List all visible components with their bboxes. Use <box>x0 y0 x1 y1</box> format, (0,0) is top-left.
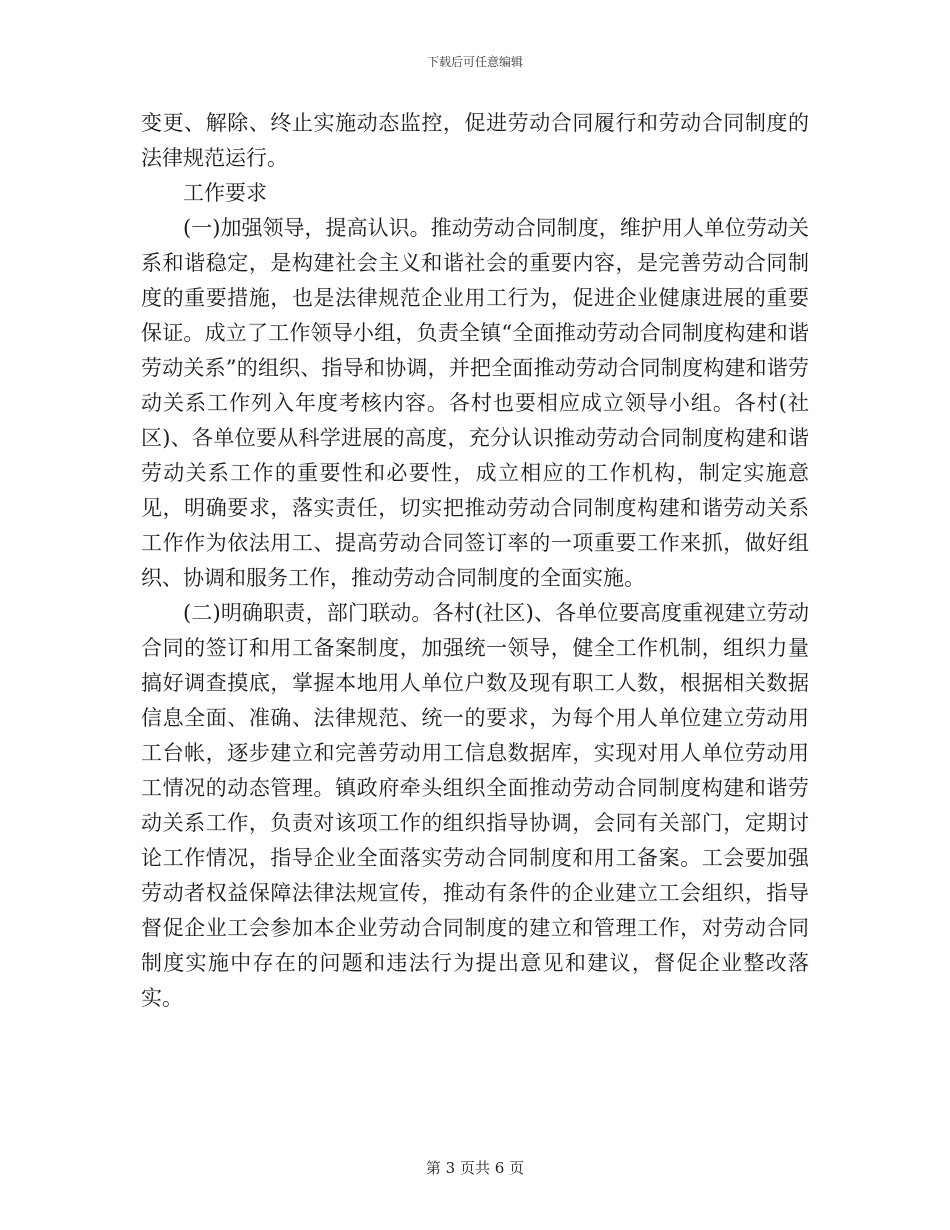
paragraph-continuation: 变更、解除、终止实施动态监控，促进劳动合同履行和劳动合同制度的法律规范运行。 <box>141 111 809 170</box>
paragraph-leadership: (一)加强领导，提高认识。推动劳动合同制度，维护用人单位劳动关系和谐稳定，是构建社会主义和谐社会的重要内容，是完善劳动合同制度的重要措施，也是法律规范企业用工行为，促进企业健康进展的重要保证。成立了工作领导小组，负责全镇“全面推动劳动合同制度构建和谐劳动关系”的组织、指导和协调，并把全面推动劳动合同制度构建和谐劳动关系工作列入年度考核内容。各村也要相应成立领导小组。各村(社区)、各单位要从科学进展的高度，充分认识推动劳动合同制度构建和谐劳动关系工作的重要性和必要性，成立相应的工作机构，制定实施意见，明确要求，落实责任，切实把推动劳动合同制度构建和谐劳动关系工作作为依法用工、提高劳动合同签订率的一项重要工作来抓，做好组织、协调和服务工作，推动劳动合同制度的全面实施。 <box>141 216 809 590</box>
page-footer: 第 3 页共 6 页 <box>425 1159 525 1177</box>
section-heading: 工作要求 <box>183 181 267 205</box>
paragraph-responsibilities: (二)明确职责，部门联动。各村(社区)、各单位要高度重视建立劳动合同的签订和用工备案制度，加强统一领导，健全工作机制，组织力量搞好调查摸底，掌握本地用人单位户数及现有职工人数，根据相关数据信息全面、准确、法律规范、统一的要求，为每个用人单位建立劳动用工台帐，逐步建立和完善劳动用工信息数据库，实现对用人单位劳动用工情况的动态管理。镇政府牵头组织全面推动劳动合同制度构建和谐劳动关系工作，负责对该项工作的组织指导协调，会同有关部门，定期讨论工作情况，指导企业全面落实劳动合同制度和用工备案。工会要加强劳动者权益保障法律法规宣传，推动有条件的企业建立工会组织，指导督促企业工会参加本企业劳动合同制度的建立和管理工作，对劳动合同制度实施中存在的问题和违法行为提出意见和建议，督促企业整改落实。 <box>141 601 809 1010</box>
page-header: 下载后可任意编辑 <box>426 55 523 69</box>
document-body <box>141 106 809 1016</box>
